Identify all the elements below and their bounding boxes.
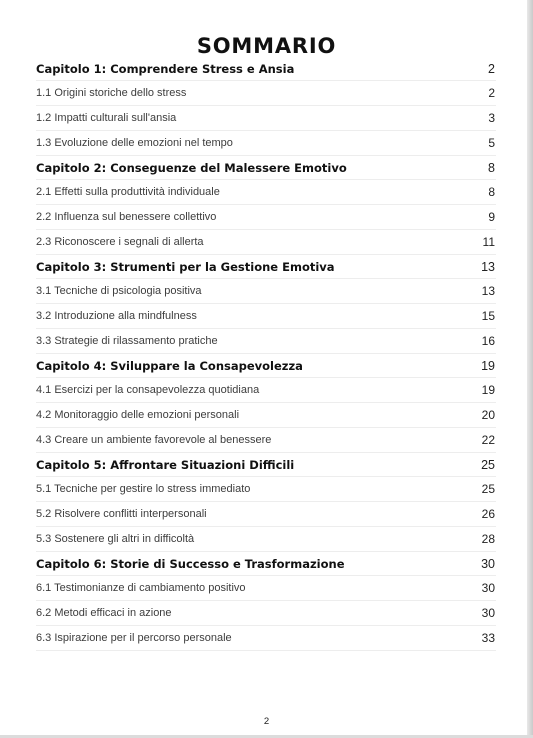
section-title: 1.2 Impatti culturali sull'ansia bbox=[36, 112, 177, 124]
toc-page-number: 8 bbox=[488, 160, 495, 175]
toc-chapter-row[interactable] bbox=[36, 57, 496, 81]
section-title: 4.1 Esercizi per la consapevolezza quotidiana bbox=[36, 384, 260, 396]
section-title: 3.3 Strategie di rilassamento pratiche bbox=[36, 335, 218, 347]
section-title: 3.1 Tecniche di psicologia positiva bbox=[36, 285, 202, 297]
toc-page-number: 5 bbox=[488, 136, 495, 150]
toc-page-number: 11 bbox=[482, 235, 495, 249]
chapter-title: Capitolo 4: Sviluppare la Consapevolezza bbox=[36, 358, 303, 373]
section-title: 2.2 Influenza sul benessere collettivo bbox=[36, 211, 217, 223]
page-edge bbox=[527, 0, 533, 738]
toc-chapter-row[interactable] bbox=[36, 354, 496, 378]
toc-section-row[interactable] bbox=[36, 428, 496, 453]
toc-section-row[interactable] bbox=[36, 106, 496, 131]
toc-page-number: 8 bbox=[488, 185, 495, 199]
toc-page-number: 30 bbox=[481, 556, 495, 571]
toc-page-number: 33 bbox=[481, 631, 495, 645]
toc-page-number: 15 bbox=[481, 309, 495, 323]
toc-section-row[interactable] bbox=[36, 502, 496, 527]
toc-page-number: 30 bbox=[481, 581, 495, 595]
toc-page-number: 22 bbox=[481, 433, 495, 447]
section-title: 4.2 Monitoraggio delle emozioni personali bbox=[36, 409, 240, 421]
section-title: 6.3 Ispirazione per il percorso personale bbox=[36, 632, 232, 644]
section-title: 1.3 Evoluzione delle emozioni nel tempo bbox=[36, 137, 233, 149]
page-number: 2 bbox=[263, 716, 270, 727]
section-title: 5.2 Risolvere conflitti interpersonali bbox=[36, 508, 207, 520]
toc-page-number: 26 bbox=[481, 507, 495, 521]
table-of-contents bbox=[36, 57, 496, 651]
section-title: 5.3 Sostenere gli altri in difficoltà bbox=[36, 533, 195, 545]
section-title: 1.1 Origini storiche dello stress bbox=[36, 87, 187, 99]
toc-page-number: 25 bbox=[481, 457, 495, 472]
toc-page-number: 20 bbox=[481, 408, 495, 422]
section-title: 6.1 Testimonianze di cambiamento positivo bbox=[36, 582, 246, 594]
toc-page-number: 2 bbox=[488, 61, 495, 76]
section-title: 5.1 Tecniche per gestire lo stress immediato bbox=[36, 483, 251, 495]
toc-section-row[interactable] bbox=[36, 180, 496, 205]
toc-page-number: 3 bbox=[488, 111, 495, 125]
toc-section-row[interactable] bbox=[36, 527, 496, 552]
toc-section-row[interactable] bbox=[36, 205, 496, 230]
chapter-title: Capitolo 6: Storie di Successo e Trasformazione bbox=[36, 556, 345, 571]
section-title: 4.3 Creare un ambiente favorevole al benessere bbox=[36, 434, 272, 446]
toc-section-row[interactable] bbox=[36, 403, 496, 428]
toc-page-number: 19 bbox=[481, 383, 495, 397]
toc-section-row[interactable] bbox=[36, 304, 496, 329]
toc-section-row[interactable] bbox=[36, 626, 496, 651]
page-title: SOMMARIO bbox=[196, 34, 337, 59]
section-title: 2.3 Riconoscere i segnali di allerta bbox=[36, 236, 204, 248]
toc-chapter-row[interactable] bbox=[36, 255, 496, 279]
chapter-title: Capitolo 2: Conseguenze del Malessere Emotivo bbox=[36, 160, 347, 175]
chapter-title: Capitolo 1: Comprendere Stress e Ansia bbox=[36, 61, 295, 76]
section-title: 6.2 Metodi efficaci in azione bbox=[36, 607, 172, 619]
toc-page-number: 2 bbox=[488, 86, 495, 100]
chapter-title: Capitolo 5: Affrontare Situazioni Difficili bbox=[36, 457, 295, 472]
toc-section-row[interactable] bbox=[36, 329, 496, 354]
toc-chapter-row[interactable] bbox=[36, 453, 496, 477]
toc-section-row[interactable] bbox=[36, 131, 496, 156]
toc-chapter-row[interactable] bbox=[36, 156, 496, 180]
toc-page-number: 19 bbox=[481, 358, 495, 373]
toc-section-row[interactable] bbox=[36, 81, 496, 106]
toc-page-number: 30 bbox=[481, 606, 495, 620]
toc-page-number: 9 bbox=[488, 210, 495, 224]
toc-section-row[interactable] bbox=[36, 601, 496, 626]
toc-section-row[interactable] bbox=[36, 378, 496, 403]
toc-section-row[interactable] bbox=[36, 477, 496, 502]
toc-page-number: 25 bbox=[481, 482, 495, 496]
toc-page-number: 13 bbox=[481, 259, 495, 274]
chapter-title: Capitolo 3: Strumenti per la Gestione Emotiva bbox=[36, 259, 335, 274]
toc-section-row[interactable] bbox=[36, 230, 496, 255]
section-title: 3.2 Introduzione alla mindfulness bbox=[36, 310, 197, 322]
toc-page-number: 13 bbox=[481, 284, 495, 298]
toc-page-number: 16 bbox=[481, 334, 495, 348]
toc-page-number: 28 bbox=[481, 532, 495, 546]
toc-section-row[interactable] bbox=[36, 279, 496, 304]
section-title: 2.1 Effetti sulla produttività individuale bbox=[36, 186, 220, 198]
toc-section-row[interactable] bbox=[36, 576, 496, 601]
toc-chapter-row[interactable] bbox=[36, 552, 496, 576]
